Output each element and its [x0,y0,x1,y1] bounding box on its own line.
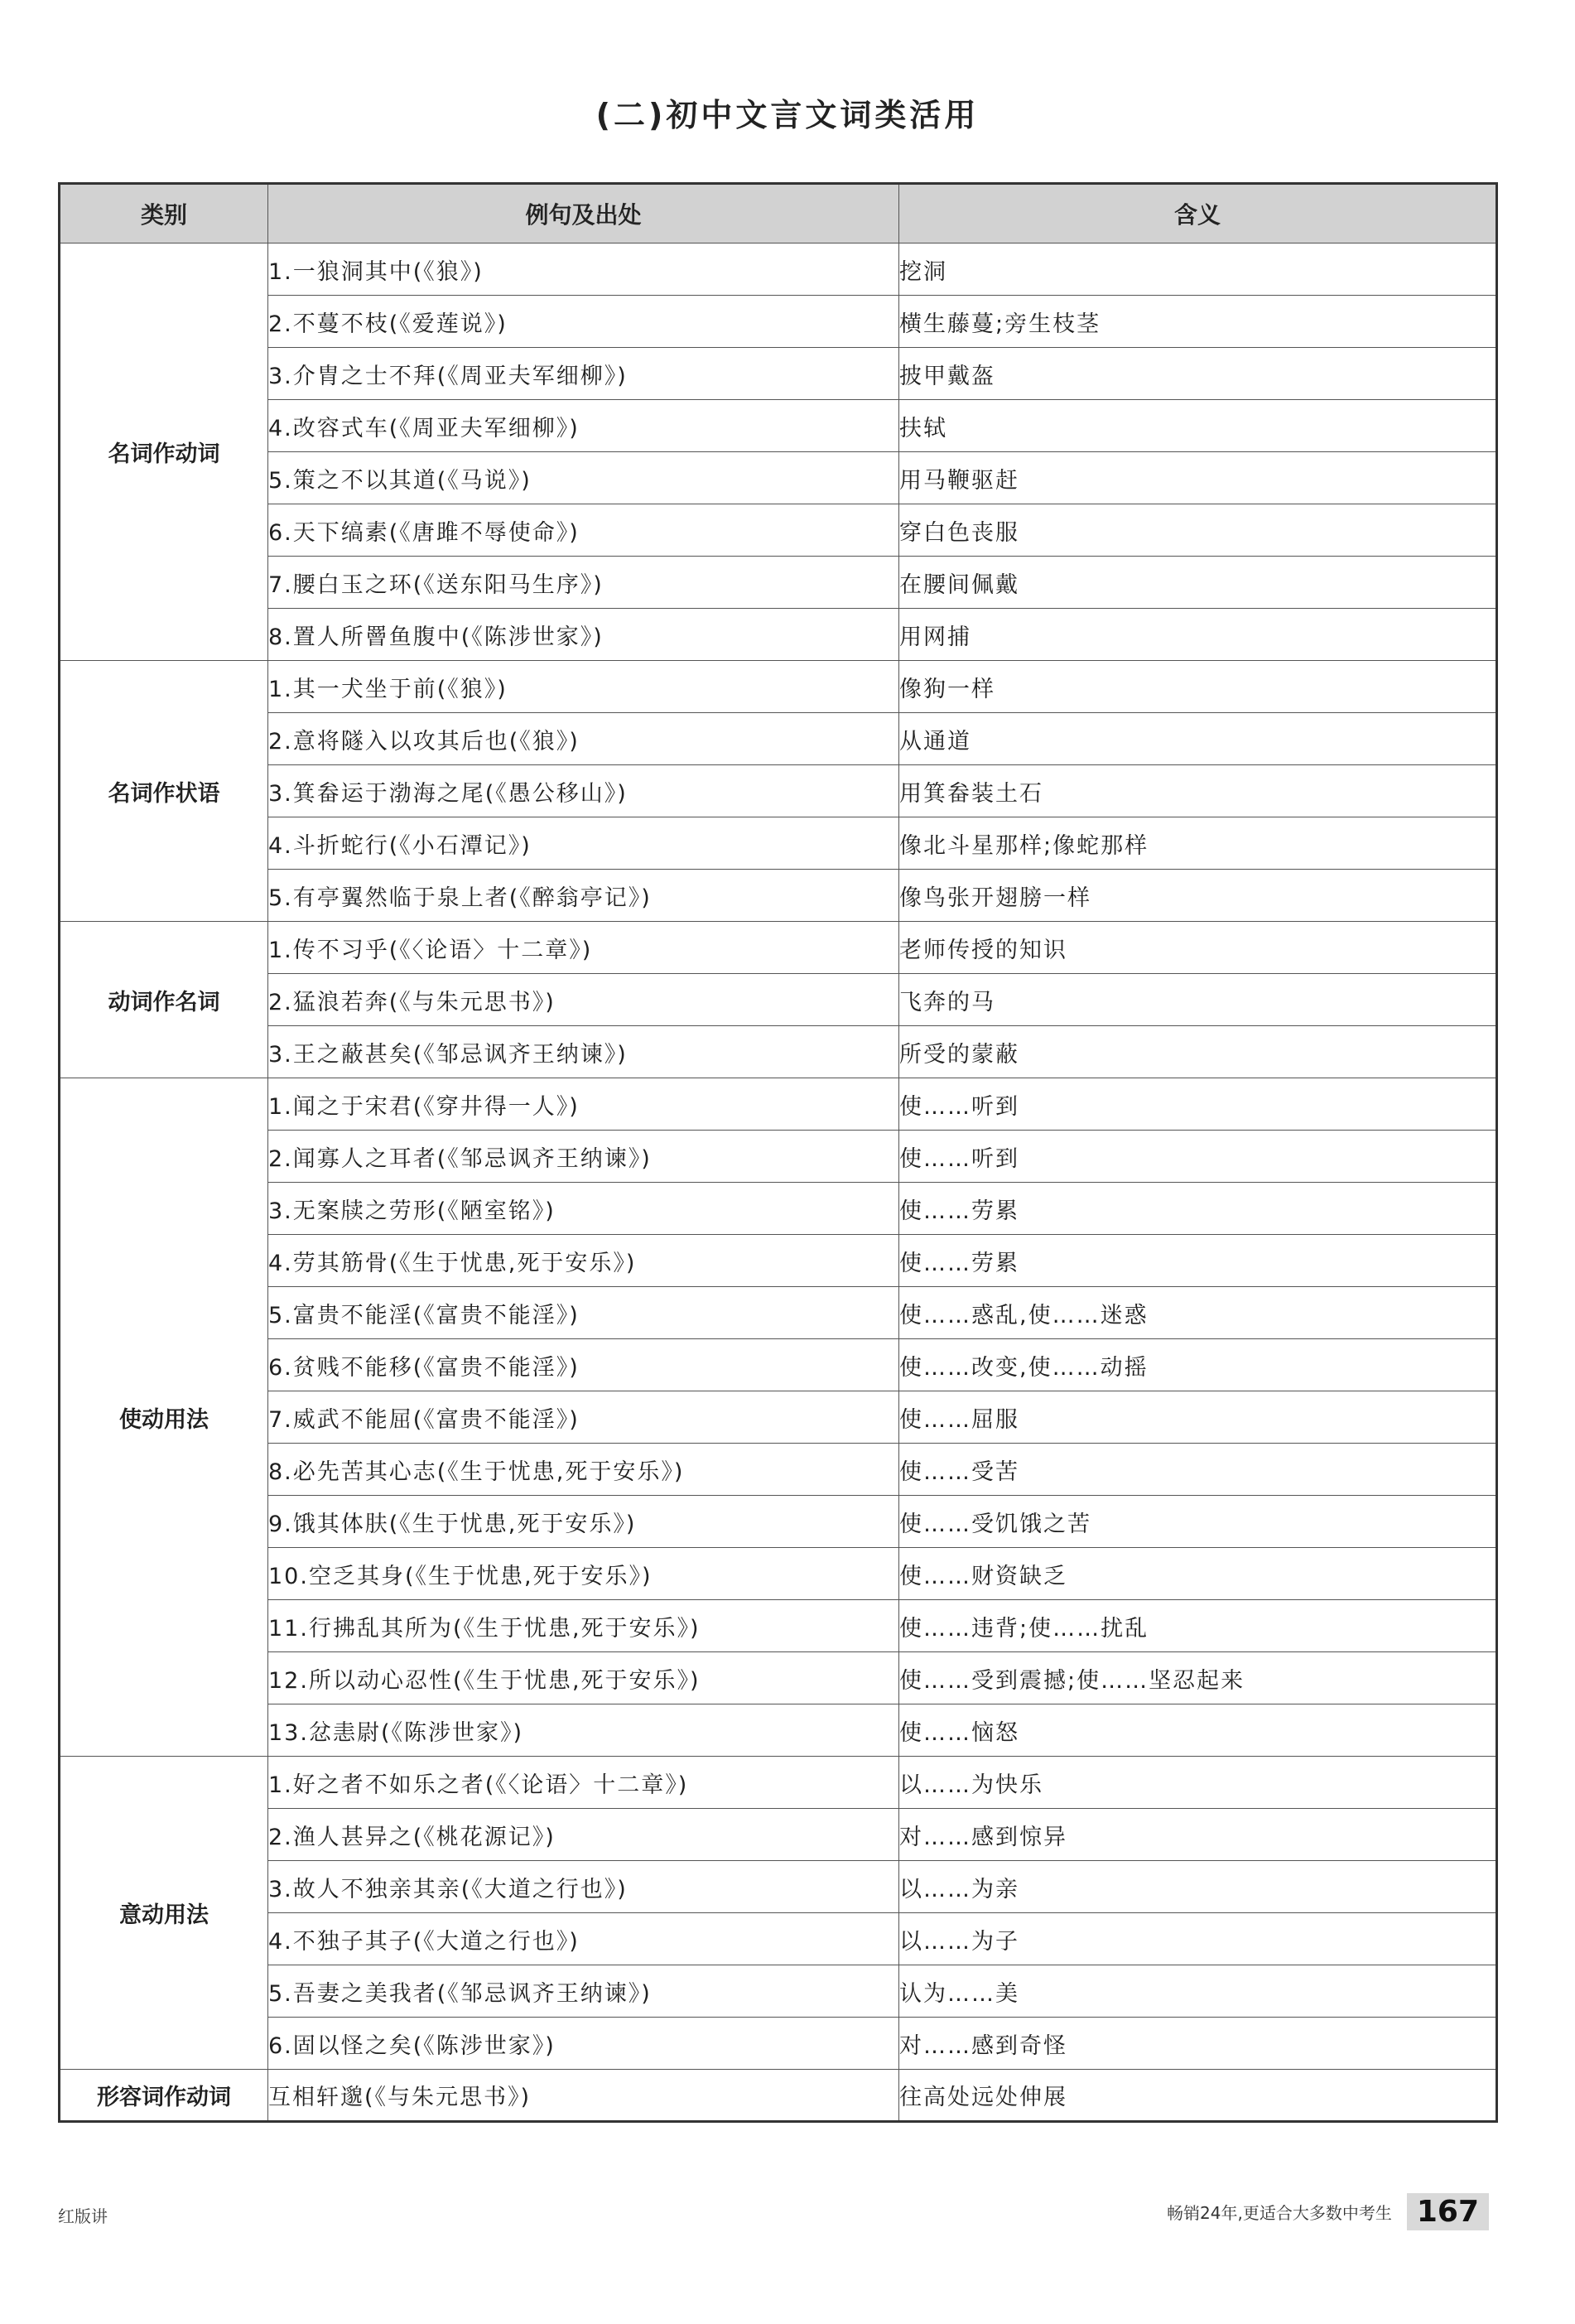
table-row [60,348,1497,400]
example-cell: 5.策之不以其道(《马说》) [268,452,899,504]
category-cell: 使动用法 [60,1078,268,1757]
meaning-cell: 使……听到 [899,1131,1497,1183]
example-cell: 3.介胄之士不拜(《周亚夫军细柳》) [268,348,899,400]
example-cell: 2.猛浪若奔(《与朱元思书》) [268,974,899,1026]
table-row [60,1965,1497,2018]
header-example: 例句及出处 [268,184,899,243]
example-cell: 1.一狼洞其中(《狼》) [268,243,899,296]
example-cell: 互相轩邈(《与朱元思书》) [268,2070,899,2122]
example-cell: 5.吾妻之美我者(《邹忌讽齐王纳谏》) [268,1965,899,2018]
example-cell: 4.劳其筋骨(《生于忧患,死于安乐》) [268,1235,899,1287]
table-row [60,609,1497,661]
category-cell: 形容词作动词 [60,2070,268,2122]
example-cell: 8.置人所罾鱼腹中(《陈涉世家》) [268,609,899,661]
table-row [60,400,1497,452]
footer-brand: 红版讲 [58,2206,108,2226]
meaning-cell: 使……恼怒 [899,1704,1497,1757]
footer-slogan: 畅销24年,更适合大多数中考生 [1167,2203,1392,2223]
table-row [60,1391,1497,1444]
example-cell: 6.贫贱不能移(《富贵不能淫》) [268,1339,899,1391]
table-row [60,1809,1497,1861]
example-cell: 5.富贵不能淫(《富贵不能淫》) [268,1287,899,1339]
meaning-cell: 老师传授的知识 [899,922,1497,974]
example-cell: 1.传不习乎(《〈论语〉十二章》) [268,922,899,974]
table-row [60,1548,1497,1600]
meaning-cell: 以……为子 [899,1913,1497,1965]
meaning-cell: 像狗一样 [899,661,1497,713]
table-row [60,2070,1497,2122]
meaning-cell: 用网捕 [899,609,1497,661]
table-row [60,557,1497,609]
example-cell: 12.所以动心忍性(《生于忧患,死于安乐》) [268,1652,899,1704]
meaning-cell: 从通道 [899,713,1497,765]
meaning-cell: 使……听到 [899,1078,1497,1131]
example-cell: 1.好之者不如乐之者(《〈论语〉十二章》) [268,1757,899,1809]
table-row [60,922,1497,974]
meaning-cell: 使……改变,使……动摇 [899,1339,1497,1391]
meaning-cell: 扶轼 [899,400,1497,452]
meaning-cell: 使……违背;使……扰乱 [899,1600,1497,1652]
table-row [60,1444,1497,1496]
example-cell: 10.空乏其身(《生于忧患,死于安乐》) [268,1548,899,1600]
footer-right [1167,2193,1489,2230]
header-meaning: 含义 [899,184,1497,243]
example-cell: 11.行拂乱其所为(《生于忧患,死于安乐》) [268,1600,899,1652]
example-cell: 3.故人不独亲其亲(《大道之行也》) [268,1861,899,1913]
meaning-cell: 使……屈服 [899,1391,1497,1444]
page-number: 167 [1407,2193,1489,2230]
example-cell: 13.忿恚尉(《陈涉世家》) [268,1704,899,1757]
meaning-cell: 使……受苦 [899,1444,1497,1496]
table-row [60,1235,1497,1287]
table-row [60,296,1497,348]
example-cell: 1.其一犬坐于前(《狼》) [268,661,899,713]
example-cell: 3.无案牍之劳形(《陋室铭》) [268,1183,899,1235]
example-cell: 6.天下缟素(《唐雎不辱使命》) [268,504,899,557]
example-cell: 4.斗折蛇行(《小石潭记》) [268,817,899,870]
example-cell: 3.王之蔽甚矣(《邹忌讽齐王纳谏》) [268,1026,899,1078]
table-row [60,1078,1497,1131]
table-row [60,1600,1497,1652]
page-title: (二)初中文言文词类活用 [595,97,980,133]
example-cell: 2.闻寡人之耳者(《邹忌讽齐王纳谏》) [268,1131,899,1183]
example-cell: 5.有亭翼然临于泉上者(《醉翁亭记》) [268,870,899,922]
example-cell: 1.闻之于宋君(《穿井得一人》) [268,1078,899,1131]
table-row [60,817,1497,870]
example-cell: 2.渔人甚异之(《桃花源记》) [268,1809,899,1861]
meaning-cell: 飞奔的马 [899,974,1497,1026]
meaning-cell: 用马鞭驱赶 [899,452,1497,504]
table-row [60,765,1497,817]
meaning-cell: 挖洞 [899,243,1497,296]
table-row [60,1652,1497,1704]
table-row [60,1287,1497,1339]
example-cell: 4.不独子其子(《大道之行也》) [268,1913,899,1965]
meaning-cell: 使……受饥饿之苦 [899,1496,1497,1548]
table-row [60,1183,1497,1235]
meaning-cell: 用箕畚装土石 [899,765,1497,817]
table-row [60,1757,1497,1809]
example-cell: 6.固以怪之矣(《陈涉世家》) [268,2018,899,2070]
meaning-cell: 使……惑乱,使……迷惑 [899,1287,1497,1339]
meaning-cell: 以……为亲 [899,1861,1497,1913]
example-cell: 7.威武不能屈(《富贵不能淫》) [268,1391,899,1444]
meaning-cell: 像鸟张开翅膀一样 [899,870,1497,922]
table-row [60,1339,1497,1391]
meaning-cell: 使……劳累 [899,1183,1497,1235]
example-cell: 7.腰白玉之环(《送东阳马生序》) [268,557,899,609]
table-row [60,713,1497,765]
table-row [60,1026,1497,1078]
category-cell: 意动用法 [60,1757,268,2070]
example-cell: 8.必先苦其心志(《生于忧患,死于安乐》) [268,1444,899,1496]
table-row [60,2018,1497,2070]
meaning-cell: 所受的蒙蔽 [899,1026,1497,1078]
category-cell: 名词作动词 [60,243,268,661]
table-row [60,870,1497,922]
meaning-cell: 往高处远处伸展 [899,2070,1497,2122]
header-category: 类别 [60,184,268,243]
meaning-cell: 在腰间佩戴 [899,557,1497,609]
table-row [60,1131,1497,1183]
example-cell: 3.箕畚运于渤海之尾(《愚公移山》) [268,765,899,817]
meaning-cell: 以……为快乐 [899,1757,1497,1809]
table-row [60,1704,1497,1757]
table-row [60,243,1497,296]
meaning-cell: 对……感到奇怪 [899,2018,1497,2070]
meaning-cell: 披甲戴盔 [899,348,1497,400]
table-row [60,1496,1497,1548]
table-body [60,243,1497,2122]
example-cell: 2.意将隧入以攻其后也(《狼》) [268,713,899,765]
table-row [60,452,1497,504]
table-row [60,504,1497,557]
table-row [60,1913,1497,1965]
table-header-row [60,184,1497,243]
meaning-cell: 使……劳累 [899,1235,1497,1287]
example-cell: 4.改容式车(《周亚夫军细柳》) [268,400,899,452]
table-row [60,661,1497,713]
table-row [60,1861,1497,1913]
word-usage-table [58,182,1498,2123]
example-cell: 9.饿其体肤(《生于忧患,死于安乐》) [268,1496,899,1548]
meaning-cell: 认为……美 [899,1965,1497,2018]
meaning-cell: 横生藤蔓;旁生枝茎 [899,296,1497,348]
meaning-cell: 对……感到惊异 [899,1809,1497,1861]
meaning-cell: 穿白色丧服 [899,504,1497,557]
category-cell: 名词作状语 [60,661,268,922]
table-row [60,974,1497,1026]
meaning-cell: 像北斗星那样;像蛇那样 [899,817,1497,870]
category-cell: 动词作名词 [60,922,268,1078]
meaning-cell: 使……财资缺乏 [899,1548,1497,1600]
meaning-cell: 使……受到震撼;使……坚忍起来 [899,1652,1497,1704]
example-cell: 2.不蔓不枝(《爱莲说》) [268,296,899,348]
